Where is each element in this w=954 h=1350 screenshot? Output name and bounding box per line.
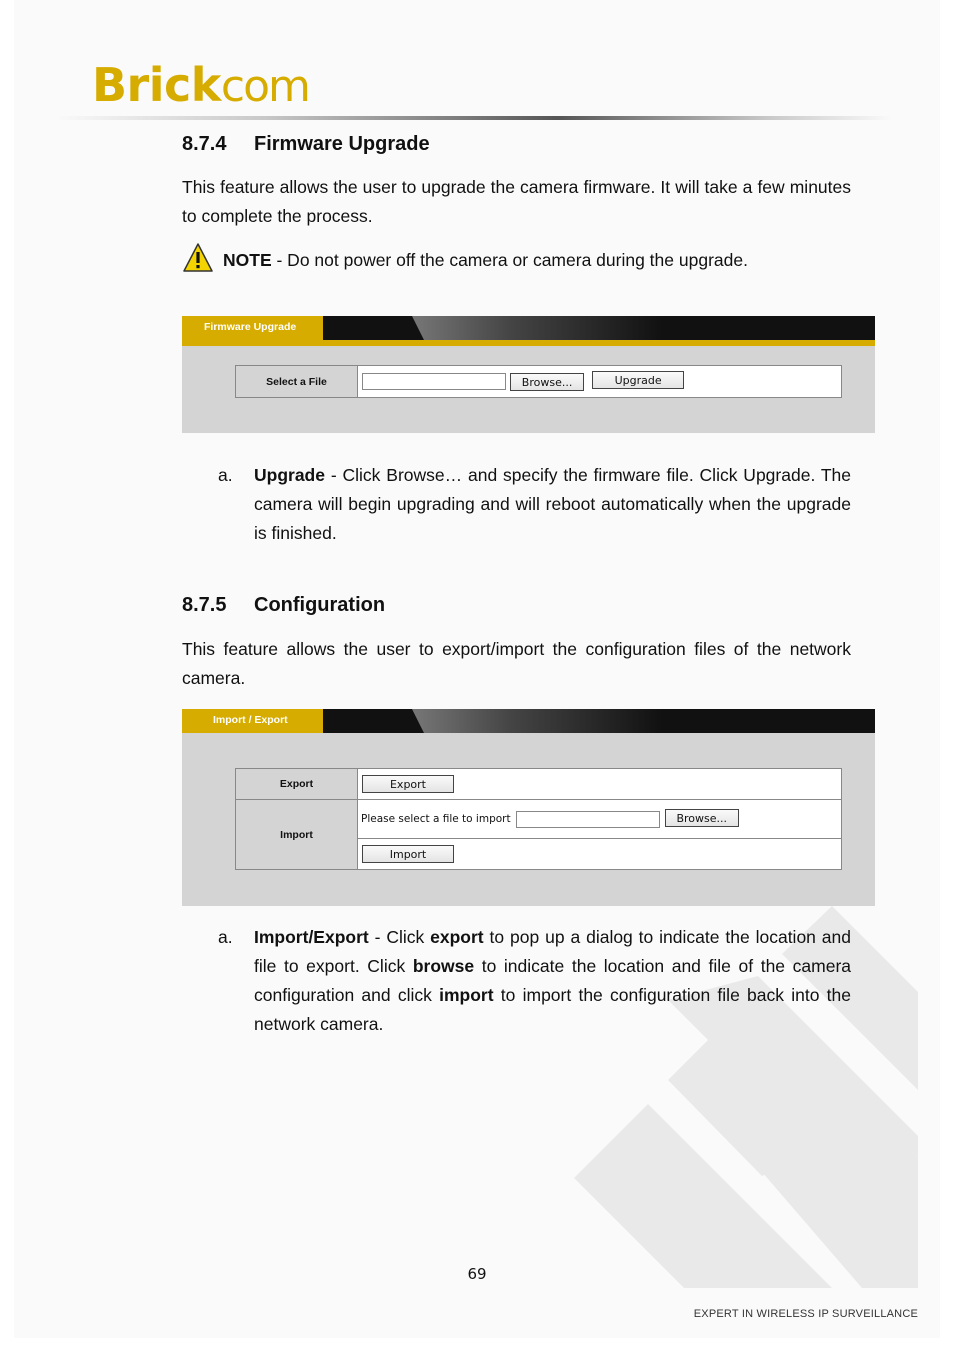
- header-divider: [56, 116, 892, 120]
- section-heading-firmware-upgrade: 8.7.4 Firmware Upgrade: [182, 133, 430, 155]
- panel-titlebar: [182, 316, 875, 340]
- import-field-cell: [358, 800, 842, 839]
- export-label: Export: [236, 769, 358, 800]
- titlebar-gradient: [412, 709, 662, 733]
- import-prompt: Please select a file to import: [361, 813, 511, 825]
- firmware-field-cell: [358, 366, 842, 398]
- configuration-intro: This feature allows the user to export/import the configuration files of the network camera.: [182, 639, 851, 688]
- firmware-intro: This feature allows the user to upgrade the camera firmware. It will take a few minutes to complete the process.: [182, 177, 851, 226]
- section-heading-configuration: 8.7.5 Configuration: [182, 594, 386, 616]
- note-label: NOTE: [223, 250, 272, 270]
- export-button[interactable]: Export: [362, 775, 454, 793]
- firmware-form: [235, 365, 842, 398]
- select-file-label: Select a File: [236, 366, 358, 398]
- import-export-panel: [182, 709, 875, 906]
- list-item-text: Upgrade - Click Browse… and specify the firmware file. Click Upgrade. The camera will begin upgrading and will reboot automatically when the upgrade is finished.: [254, 465, 851, 543]
- import-button-cell: [358, 839, 842, 870]
- export-field-cell: [358, 769, 842, 800]
- panel-accent-stripe: [182, 340, 875, 346]
- firmware-file-input[interactable]: [362, 373, 506, 390]
- warning-icon: [182, 242, 214, 274]
- import-button[interactable]: Import: [362, 845, 454, 863]
- panel-title-import-export: Import / Export: [182, 709, 323, 733]
- firmware-list-item: [218, 461, 851, 551]
- panel-title-firmware-upgrade: Firmware Upgrade: [182, 316, 323, 340]
- titlebar-gradient: [412, 316, 662, 340]
- import-browse-button[interactable]: Browse...: [665, 809, 739, 827]
- firmware-upgrade-panel: [182, 316, 875, 433]
- list-marker: a.: [218, 465, 233, 485]
- list-item-text: Import/Export - Click export to pop up a dialog to indicate the location and file to export. Click browse to indicate the location and file of the camera configuration and click import to import the configuration file back into the network camera.: [254, 927, 852, 1034]
- upgrade-button[interactable]: Upgrade: [592, 371, 684, 389]
- panel-titlebar: [182, 709, 875, 733]
- brickcom-logo: Brickcom: [92, 58, 309, 112]
- configuration-list-item: [218, 923, 851, 1041]
- page-number: 69: [467, 1265, 487, 1283]
- footer-tagline: EXPERT IN WIRELESS IP SURVEILLANCE: [693, 1308, 918, 1320]
- import-label: Import: [236, 800, 358, 870]
- browse-button[interactable]: Browse...: [510, 373, 584, 391]
- import-file-input[interactable]: [516, 811, 660, 828]
- import-export-form: [235, 768, 842, 870]
- note-text: - Do not power off the camera or camera during the upgrade.: [271, 250, 748, 270]
- list-marker: a.: [218, 927, 233, 947]
